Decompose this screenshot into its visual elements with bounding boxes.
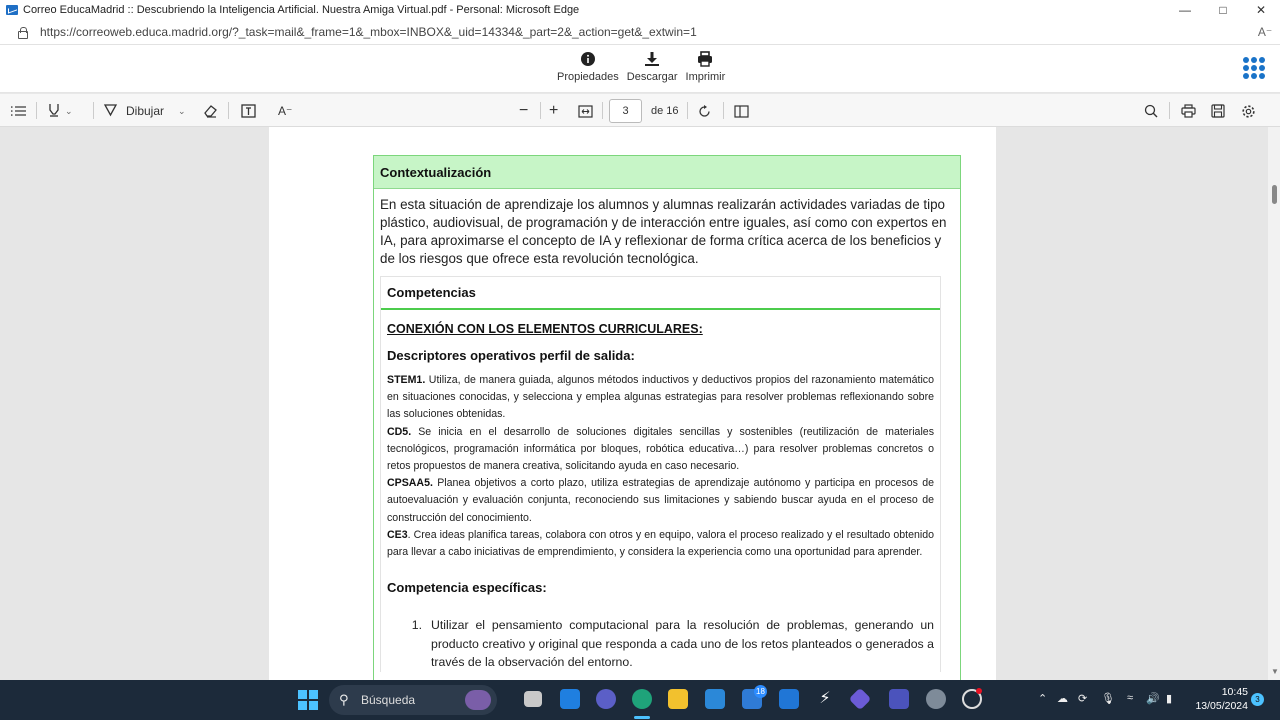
conexion-heading: CONEXIÓN CON LOS ELEMENTOS CURRICULARES: [387, 322, 703, 336]
print-icon[interactable] [1181, 102, 1196, 120]
save-icon[interactable] [1211, 102, 1225, 120]
print-label: Imprimir [685, 71, 726, 83]
maximize-button[interactable]: □ [1219, 2, 1227, 17]
pdf-toolbar [0, 94, 1280, 127]
clock-date: 13/05/2024 [1195, 700, 1248, 712]
page-view-icon[interactable] [734, 102, 749, 120]
clock-time: 10:45 [1221, 686, 1248, 698]
context-section [373, 155, 961, 680]
rotate-icon[interactable] [697, 102, 712, 120]
sync-icon[interactable]: ⟳ [1078, 693, 1088, 705]
minimize-button[interactable]: — [1179, 2, 1191, 17]
download-button[interactable] [623, 51, 682, 83]
chevron-down-icon: ⌄ [178, 105, 186, 116]
battery-icon[interactable]: ▮ [1166, 693, 1173, 705]
search-placeholder: Búsqueda [361, 693, 416, 707]
dropbox-icon[interactable] [779, 689, 799, 709]
properties-button[interactable] [553, 51, 623, 83]
page-number-input[interactable]: 3 [609, 99, 642, 123]
microphone-icon[interactable]: 🎙 [1101, 693, 1115, 705]
scroll-down-icon[interactable]: ▼ [1271, 667, 1279, 676]
apps-grid-icon[interactable] [1243, 57, 1265, 79]
especificas-item: 1. Utilizar el pensamiento computacional para la resolución de problemas, generando un producto creativo y original que responda a cada uno de los retos planteados o generados a través de la observación del entorno. [411, 618, 934, 670]
context-text: En esta situación de aprendizaje los alumnos y alumnas realizarán actividades variadas de tipo plástico, audiovisual, de programación y de interacción entre iguales, así como con expertos en IA, para aproximarse el concepto de IA y reflexionar de forma crítica acerca de los beneficios y de los riesgos que ofrece esta revolución tecnológica. [380, 197, 947, 266]
draw-label: Dibujar [126, 104, 165, 118]
task-view-icon[interactable] [524, 691, 542, 707]
print-icon [697, 51, 713, 67]
pdf-page [269, 127, 996, 680]
settings-icon[interactable] [926, 689, 946, 709]
lightning-icon[interactable]: ⚡ [819, 690, 831, 707]
especificas-heading: Competencia específicas: [387, 580, 547, 596]
scrollbar-thumb[interactable] [1272, 185, 1277, 204]
fit-page-icon[interactable] [578, 102, 593, 120]
viewer-top-toolbar [0, 45, 1280, 93]
descriptores-list [387, 372, 934, 561]
download-icon [644, 51, 660, 67]
descriptor-item: STEM1. Utiliza, de manera guiada, algunos métodos inductivos y deductivos propios del razonamiento matemático en situaciones conocidas, y selecciona y emplea algunas estrategias para resolver problemas reflexionando sobre las soluciones obtenidas. [387, 374, 934, 421]
vs-icon[interactable] [849, 688, 872, 711]
volume-icon[interactable]: 🔊 [1146, 693, 1160, 705]
descriptor-item: CE3. Crea ideas planifica tareas, colabora con otros y en equipo, valora el proceso realizado y el resultado obtenido para llevar a cabo iniciativas de emprendimiento, y considera la experiencia como una oportunidad para aprender. [387, 528, 934, 559]
notification-badge[interactable]: 3 [1251, 693, 1264, 706]
search-highlight-icon [465, 690, 491, 710]
gear-icon[interactable] [1241, 102, 1256, 120]
search-icon[interactable] [1144, 102, 1158, 120]
contents-icon[interactable] [11, 102, 27, 120]
pen-icon [103, 103, 118, 120]
windows-start-icon[interactable] [298, 690, 318, 710]
context-header: Contextualización [374, 156, 960, 189]
store-icon[interactable] [705, 689, 725, 709]
widgets-icon[interactable] [560, 689, 580, 709]
mail-badge: 18 [754, 685, 767, 698]
descriptores-heading: Descriptores operativos perfil de salida: [387, 348, 635, 363]
clock[interactable] [1186, 685, 1248, 713]
highlighter-icon [47, 103, 61, 120]
taskbar-search[interactable] [329, 685, 497, 715]
lock-icon[interactable] [16, 26, 28, 38]
chevron-up-icon[interactable]: ⌃ [1038, 693, 1048, 705]
address-bar [0, 19, 1280, 45]
highlight-button[interactable] [47, 102, 73, 120]
properties-label: Propiedades [557, 71, 619, 83]
zoom-out-button[interactable]: − [519, 102, 529, 119]
draw-button[interactable] [103, 102, 186, 120]
edge-icon[interactable] [632, 689, 652, 709]
cloud-icon[interactable]: ☁ [1057, 693, 1068, 705]
page-total: de 16 [651, 105, 679, 117]
mail-app-icon [6, 5, 18, 15]
taskbar [0, 680, 1280, 720]
descriptor-item: CPSAA5. Planea objetivos a corto plazo, utiliza estrategias de aprendizaje autónomo y participa en procesos de autoevaluación y evaluación conjunta, reconociendo sus limitaciones y sabiendo buscar ayuda en el proceso de construcción del conocimiento. [387, 477, 934, 524]
competencias-header: Competencias [381, 277, 940, 310]
read-aloud-icon[interactable]: A⁻ [1257, 24, 1273, 39]
vertical-scrollbar[interactable] [1268, 127, 1280, 680]
descriptor-item: CD5. Se inicia en el desarrollo de soluciones digitales sencillas y sostenibles (reutilización de materiales tecnológicos, programación informática por bloques, robótica educativa…) para resolver problemas concretos o retos propuestos de manera creativa, solicitando ayuda en caso necesario. [387, 425, 934, 473]
wifi-icon[interactable]: ≈ [1127, 692, 1134, 704]
eraser-icon[interactable] [203, 102, 218, 120]
window-title: Correo EducaMadrid :: Descubriendo la Inteligencia Artificial. Nuestra Amiga Virtual.pdf - Personal: Microsoft Edge [23, 3, 580, 16]
print-button[interactable] [682, 51, 730, 83]
file-explorer-icon[interactable] [668, 689, 688, 709]
info-icon [580, 51, 596, 67]
text-box-icon[interactable] [241, 102, 256, 120]
close-button[interactable]: ✕ [1255, 2, 1267, 17]
read-aloud-icon[interactable]: A⁻ [278, 104, 293, 118]
url-field[interactable]: https://correoweb.educa.madrid.org/?_task=mail&_frame=1&_mbox=INBOX&_uid=14334&_part=2&_action=get&_extwin=1 [40, 24, 697, 39]
chevron-down-icon: ⌄ [65, 105, 73, 116]
teams-chat-icon[interactable] [596, 689, 616, 709]
title-bar [0, 0, 1280, 19]
zoom-in-button[interactable]: + [549, 102, 559, 119]
download-label: Descargar [626, 71, 678, 83]
competencias-section [380, 276, 941, 672]
pdf-viewer[interactable] [0, 127, 1280, 680]
search-icon: ⚲ [339, 692, 349, 707]
teams-icon[interactable] [889, 689, 909, 709]
